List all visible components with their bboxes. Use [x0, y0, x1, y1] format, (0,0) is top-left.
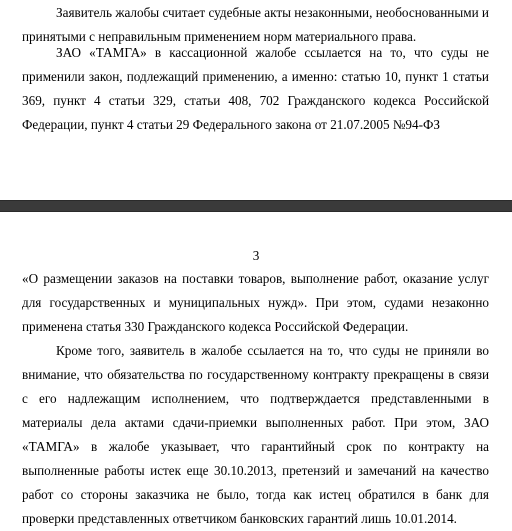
- document-page-bottom: [0, 212, 512, 526]
- page-divider: [0, 200, 512, 212]
- paragraph-cassation-complaint: ЗАО «ТАМГА» в кассационной жалобе ссылается на то, что суды не применили закон, подлежащий применению, а именно: статью 10, пункт 1 статьи 369, пункт 4 статьи 329, статьи 408, 702 Гражданского кодекса Российской Федерации, пункт 4 статьи 29 Федерального закона от 21.07.2005 №94-ФЗ: [22, 45, 489, 132]
- paragraph-contract-obligations: Кроме того, заявитель в жалобе ссылается на то, что суды не приняли во внимание, что обязательства по государственному контракту прекращены в связи с его надлежащим исполнением, что подтверждается представленными в материалы дела актами сдачи-приемки выполненных работ. При этом, ЗАО «ТАМГА» в жалобе указывает, что гарантийный срок по контракту на выполненные работы истек еще 30.10.2013, претензий и замечаний на качество работ со стороны заказчика не было, тогда как истец обратился в банк для проверки представленных ответчиком банковских гарантий лишь 10.01.2014.: [22, 343, 489, 526]
- paragraph-law-continuation: «О размещении заказов на поставки товаров, выполнение работ, оказание услуг для государственных и муниципальных нужд». При этом, судами незаконно применена статья 330 Гражданского кодекса Российской Федерации.: [22, 271, 489, 334]
- paragraph-claimant-position: Заявитель жалобы считает судебные акты незаконными, необоснованными и принятыми с неправильным применением норм материального права.: [22, 5, 489, 44]
- page-number: 3: [252, 248, 260, 263]
- document-page-top: [0, 0, 512, 200]
